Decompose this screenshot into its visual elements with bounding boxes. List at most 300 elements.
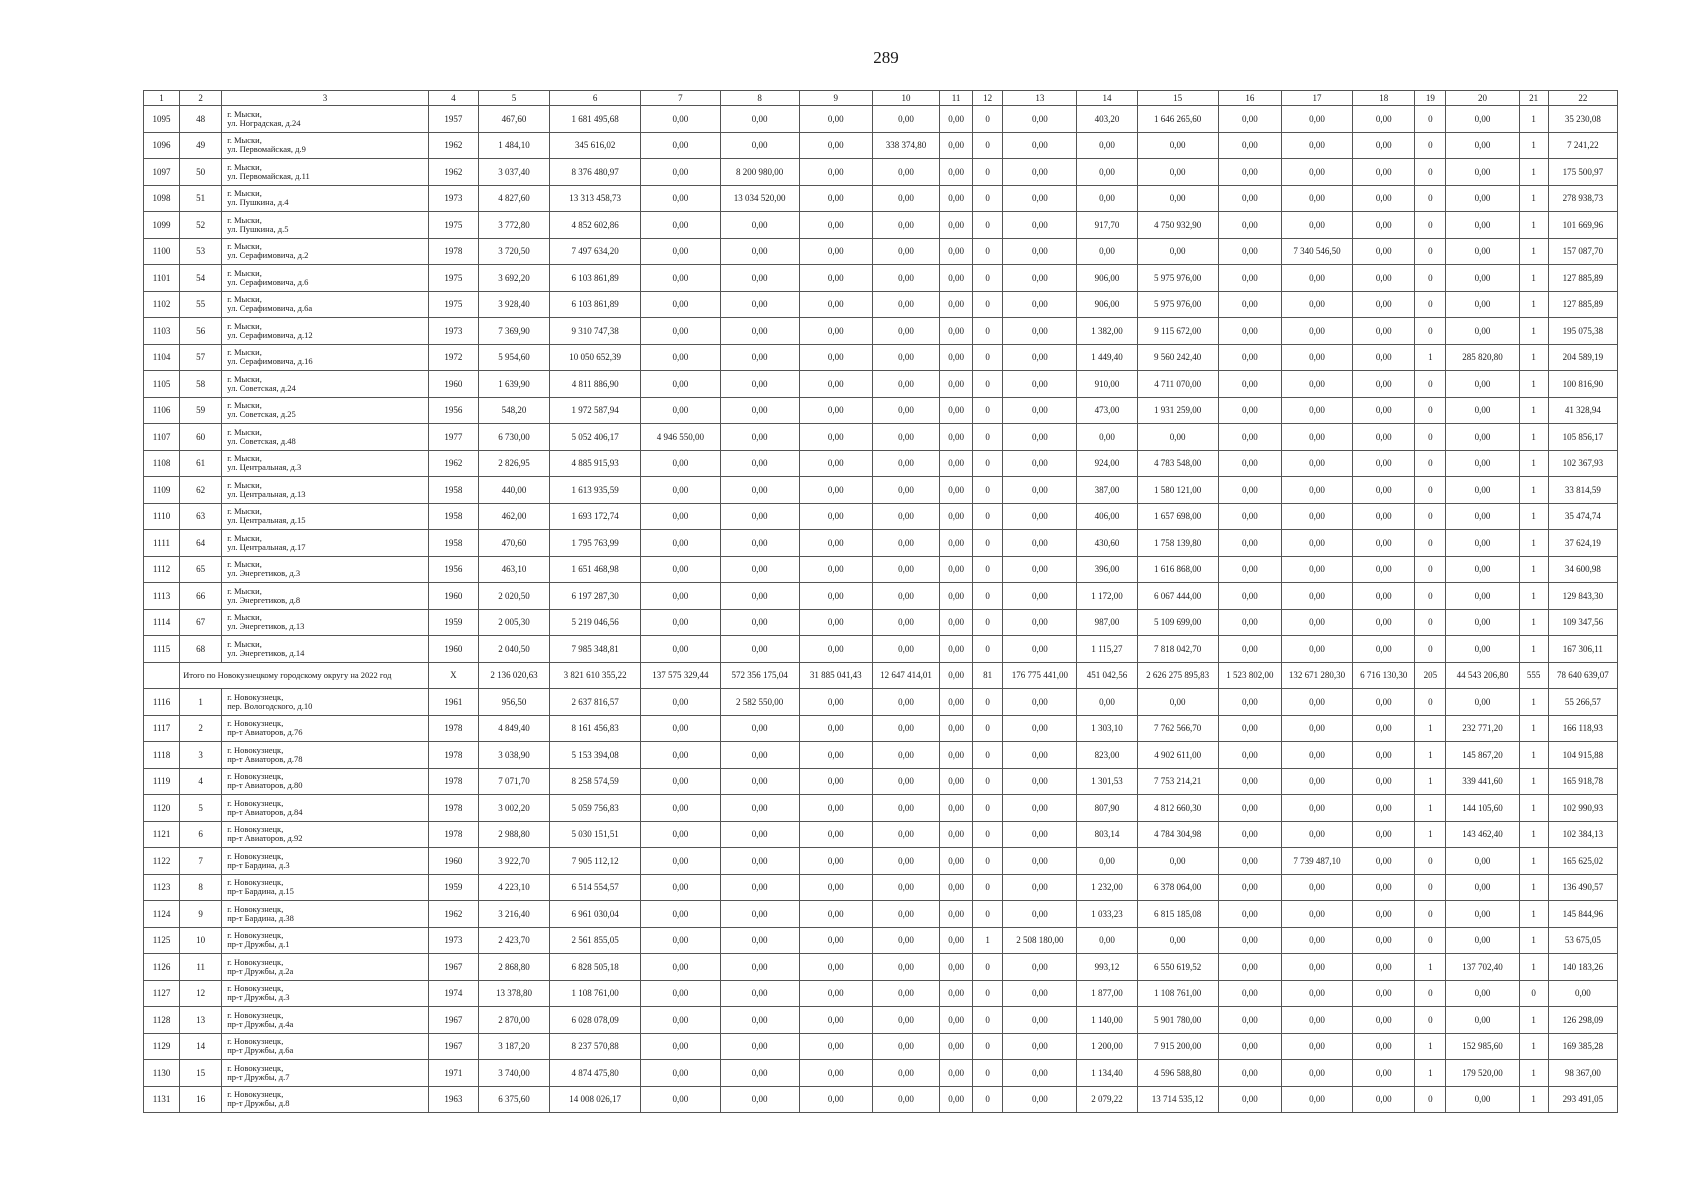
cell-c8: 0,00 xyxy=(720,477,799,504)
total-row xyxy=(144,662,1618,689)
cell-c16: 0,00 xyxy=(1218,106,1281,133)
cell-c6: 4 852 602,86 xyxy=(550,212,641,239)
cell-c17: 0,00 xyxy=(1281,1033,1352,1060)
address-cell xyxy=(222,344,429,371)
row-number: 1112 xyxy=(144,556,180,583)
cell-c17: 0,00 xyxy=(1281,715,1352,742)
address-city: г. Мыски, xyxy=(227,188,262,199)
cell-c13: 0,00 xyxy=(1003,583,1077,610)
cell-c19: 0 xyxy=(1415,848,1446,875)
cell-c9: 0,00 xyxy=(799,927,872,954)
total-c16: 1 523 802,00 xyxy=(1218,662,1281,689)
cell-c8: 0,00 xyxy=(720,821,799,848)
cell-c10: 0,00 xyxy=(872,318,939,345)
cell-c12: 0 xyxy=(973,1086,1003,1113)
cell-c14: 1 200,00 xyxy=(1077,1033,1137,1060)
cell-c11: 0,00 xyxy=(940,556,973,583)
cell-y: 1963 xyxy=(428,1086,478,1113)
cell-c17: 0,00 xyxy=(1281,742,1352,769)
cell-c13: 0,00 xyxy=(1003,106,1077,133)
cell-c19: 0 xyxy=(1415,371,1446,398)
cell-c20: 0,00 xyxy=(1446,450,1519,477)
cell-c18: 0,00 xyxy=(1353,768,1415,795)
cell-c13: 0,00 xyxy=(1003,848,1077,875)
cell-c14: 0,00 xyxy=(1077,159,1137,186)
row-number: 1124 xyxy=(144,901,180,928)
cell-c16: 0,00 xyxy=(1218,848,1281,875)
address-street: пр-т Бардина, д.38 xyxy=(227,912,294,923)
cell-c10: 0,00 xyxy=(872,821,939,848)
row-number: 1129 xyxy=(144,1033,180,1060)
column-number: 9 xyxy=(799,91,872,106)
address-cell xyxy=(222,371,429,398)
cell-c16: 0,00 xyxy=(1218,318,1281,345)
local-number: 13 xyxy=(180,1007,222,1034)
cell-c20: 0,00 xyxy=(1446,106,1519,133)
cell-c16: 0,00 xyxy=(1218,238,1281,265)
cell-c7: 0,00 xyxy=(641,530,720,557)
cell-y: 1973 xyxy=(428,927,478,954)
row-number: 1122 xyxy=(144,848,180,875)
cell-c14: 387,00 xyxy=(1077,477,1137,504)
cell-c16: 0,00 xyxy=(1218,927,1281,954)
cell-c18: 0,00 xyxy=(1353,159,1415,186)
total-c15: 2 626 275 895,83 xyxy=(1137,662,1218,689)
cell-c13: 0,00 xyxy=(1003,344,1077,371)
cell-c18: 0,00 xyxy=(1353,1060,1415,1087)
cell-c21: 1 xyxy=(1519,318,1548,345)
cell-c9: 0,00 xyxy=(799,132,872,159)
address-cell xyxy=(222,1086,429,1113)
address-street: пр-т Авиаторов, д.80 xyxy=(227,780,303,791)
cell-c7: 0,00 xyxy=(641,477,720,504)
cell-c7: 0,00 xyxy=(641,927,720,954)
cell-c18: 0,00 xyxy=(1353,742,1415,769)
address-cell xyxy=(222,397,429,424)
column-number: 22 xyxy=(1548,91,1617,106)
cell-c12: 0 xyxy=(973,238,1003,265)
address-cell xyxy=(222,636,429,663)
cell-c7: 0,00 xyxy=(641,291,720,318)
cell-c6: 6 514 554,57 xyxy=(550,874,641,901)
cell-c14: 906,00 xyxy=(1077,291,1137,318)
table-row xyxy=(144,318,1618,345)
cell-c11: 0,00 xyxy=(940,1033,973,1060)
cell-c7: 0,00 xyxy=(641,265,720,292)
address-street: ул. Серафимовича, д.2 xyxy=(227,250,309,261)
cell-c5: 548,20 xyxy=(478,397,549,424)
cell-c19: 1 xyxy=(1415,1033,1446,1060)
cell-c13: 0,00 xyxy=(1003,477,1077,504)
cell-c10: 0,00 xyxy=(872,980,939,1007)
local-number: 11 xyxy=(180,954,222,981)
cell-c11: 0,00 xyxy=(940,874,973,901)
cell-c21: 1 xyxy=(1519,1060,1548,1087)
address-cell xyxy=(222,848,429,875)
cell-c11: 0,00 xyxy=(940,1060,973,1087)
local-number: 52 xyxy=(180,212,222,239)
local-number: 10 xyxy=(180,927,222,954)
cell-c5: 956,50 xyxy=(478,689,549,716)
cell-c22: 165 918,78 xyxy=(1548,768,1617,795)
cell-c9: 0,00 xyxy=(799,848,872,875)
cell-y: 1959 xyxy=(428,874,478,901)
cell-y: 1958 xyxy=(428,503,478,530)
address-city: г. Новокузнецк, xyxy=(227,1062,284,1073)
address-city: г. Мыски, xyxy=(227,373,262,384)
cell-c10: 0,00 xyxy=(872,106,939,133)
row-number: 1104 xyxy=(144,344,180,371)
cell-c5: 2 040,50 xyxy=(478,636,549,663)
cell-c13: 0,00 xyxy=(1003,1007,1077,1034)
cell-c21: 1 xyxy=(1519,450,1548,477)
cell-c6: 6 197 287,30 xyxy=(550,583,641,610)
address-city: г. Мыски, xyxy=(227,108,262,119)
total-c20: 44 543 206,80 xyxy=(1446,662,1519,689)
cell-c9: 0,00 xyxy=(799,318,872,345)
cell-c14: 1 301,53 xyxy=(1077,768,1137,795)
cell-c8: 0,00 xyxy=(720,238,799,265)
cell-c11: 0,00 xyxy=(940,265,973,292)
cell-y: 1978 xyxy=(428,821,478,848)
cell-c8: 0,00 xyxy=(720,132,799,159)
cell-c13: 0,00 xyxy=(1003,159,1077,186)
address-street: пр-т Дружбы, д.8 xyxy=(227,1098,290,1109)
cell-c14: 0,00 xyxy=(1077,132,1137,159)
cell-c7: 0,00 xyxy=(641,742,720,769)
cell-c22: 104 915,88 xyxy=(1548,742,1617,769)
cell-c8: 0,00 xyxy=(720,397,799,424)
row-number: 1095 xyxy=(144,106,180,133)
cell-c20: 0,00 xyxy=(1446,318,1519,345)
cell-c14: 1 140,00 xyxy=(1077,1007,1137,1034)
cell-c8: 0,00 xyxy=(720,556,799,583)
cell-c21: 1 xyxy=(1519,371,1548,398)
cell-c22: 101 669,96 xyxy=(1548,212,1617,239)
cell-y: 1962 xyxy=(428,132,478,159)
row-number: 1125 xyxy=(144,927,180,954)
cell-c20: 144 105,60 xyxy=(1446,795,1519,822)
cell-c22: 140 183,26 xyxy=(1548,954,1617,981)
cell-c15: 6 378 064,00 xyxy=(1137,874,1218,901)
cell-c17: 0,00 xyxy=(1281,874,1352,901)
address-city: г. Мыски, xyxy=(227,638,262,649)
cell-c13: 0,00 xyxy=(1003,901,1077,928)
local-number: 50 xyxy=(180,159,222,186)
cell-c5: 3 692,20 xyxy=(478,265,549,292)
table-row xyxy=(144,609,1618,636)
cell-c12: 0 xyxy=(973,583,1003,610)
cell-y: 1978 xyxy=(428,742,478,769)
cell-c10: 0,00 xyxy=(872,715,939,742)
cell-c15: 1 657 698,00 xyxy=(1137,503,1218,530)
cell-c5: 3 720,50 xyxy=(478,238,549,265)
cell-c7: 0,00 xyxy=(641,768,720,795)
cell-c18: 0,00 xyxy=(1353,821,1415,848)
cell-y: 1956 xyxy=(428,397,478,424)
cell-c20: 0,00 xyxy=(1446,424,1519,451)
cell-c8: 0,00 xyxy=(720,901,799,928)
cell-c11: 0,00 xyxy=(940,371,973,398)
cell-c11: 0,00 xyxy=(940,106,973,133)
cell-c9: 0,00 xyxy=(799,689,872,716)
address-cell xyxy=(222,132,429,159)
cell-c11: 0,00 xyxy=(940,238,973,265)
cell-c18: 0,00 xyxy=(1353,715,1415,742)
cell-c12: 0 xyxy=(973,980,1003,1007)
cell-c20: 0,00 xyxy=(1446,901,1519,928)
row-number: 1110 xyxy=(144,503,180,530)
cell-c8: 0,00 xyxy=(720,1060,799,1087)
cell-c15: 5 109 699,00 xyxy=(1137,609,1218,636)
address-cell xyxy=(222,901,429,928)
cell-c12: 0 xyxy=(973,689,1003,716)
table-row xyxy=(144,1086,1618,1113)
cell-c5: 462,00 xyxy=(478,503,549,530)
cell-c6: 7 905 112,12 xyxy=(550,848,641,875)
cell-c7: 0,00 xyxy=(641,609,720,636)
cell-c12: 0 xyxy=(973,397,1003,424)
table-row xyxy=(144,371,1618,398)
cell-c5: 3 037,40 xyxy=(478,159,549,186)
cell-c19: 0 xyxy=(1415,397,1446,424)
cell-c10: 0,00 xyxy=(872,742,939,769)
cell-c12: 0 xyxy=(973,715,1003,742)
cell-c13: 0,00 xyxy=(1003,795,1077,822)
cell-c16: 0,00 xyxy=(1218,159,1281,186)
address-cell xyxy=(222,424,429,451)
cell-c14: 0,00 xyxy=(1077,848,1137,875)
cell-c10: 0,00 xyxy=(872,848,939,875)
cell-c7: 0,00 xyxy=(641,1033,720,1060)
cell-c18: 0,00 xyxy=(1353,238,1415,265)
cell-c18: 0,00 xyxy=(1353,636,1415,663)
cell-c21: 1 xyxy=(1519,954,1548,981)
cell-c5: 13 378,80 xyxy=(478,980,549,1007)
cell-c21: 1 xyxy=(1519,1086,1548,1113)
cell-c17: 0,00 xyxy=(1281,344,1352,371)
cell-c11: 0,00 xyxy=(940,424,973,451)
row-number: 1127 xyxy=(144,980,180,1007)
cell-c13: 0,00 xyxy=(1003,1086,1077,1113)
cell-c16: 0,00 xyxy=(1218,265,1281,292)
table-row xyxy=(144,159,1618,186)
cell-c11: 0,00 xyxy=(940,212,973,239)
column-number: 2 xyxy=(180,91,222,106)
row-number: 1130 xyxy=(144,1060,180,1087)
cell-c19: 0 xyxy=(1415,689,1446,716)
cell-y: 1956 xyxy=(428,556,478,583)
cell-c22: 195 075,38 xyxy=(1548,318,1617,345)
cell-c16: 0,00 xyxy=(1218,556,1281,583)
cell-c20: 0,00 xyxy=(1446,927,1519,954)
cell-c11: 0,00 xyxy=(940,503,973,530)
cell-c8: 0,00 xyxy=(720,848,799,875)
cell-c18: 0,00 xyxy=(1353,397,1415,424)
cell-c18: 0,00 xyxy=(1353,609,1415,636)
cell-c8: 0,00 xyxy=(720,371,799,398)
cell-c5: 440,00 xyxy=(478,477,549,504)
cell-c7: 0,00 xyxy=(641,848,720,875)
cell-c18: 0,00 xyxy=(1353,795,1415,822)
cell-c22: 102 384,13 xyxy=(1548,821,1617,848)
cell-c16: 0,00 xyxy=(1218,291,1281,318)
cell-c20: 0,00 xyxy=(1446,609,1519,636)
address-city: г. Мыски, xyxy=(227,294,262,305)
cell-c15: 0,00 xyxy=(1137,159,1218,186)
cell-c20: 0,00 xyxy=(1446,212,1519,239)
cell-c10: 0,00 xyxy=(872,795,939,822)
cell-c16: 0,00 xyxy=(1218,583,1281,610)
cell-c11: 0,00 xyxy=(940,795,973,822)
cell-y: 1978 xyxy=(428,238,478,265)
address-street: пр-т Авиаторов, д.84 xyxy=(227,806,303,817)
cell-c17: 0,00 xyxy=(1281,265,1352,292)
cell-c8: 0,00 xyxy=(720,318,799,345)
cell-c13: 0,00 xyxy=(1003,980,1077,1007)
address-cell xyxy=(222,980,429,1007)
cell-c17: 0,00 xyxy=(1281,371,1352,398)
local-number: 63 xyxy=(180,503,222,530)
column-number: 16 xyxy=(1218,91,1281,106)
cell-c6: 1 693 172,74 xyxy=(550,503,641,530)
cell-c17: 0,00 xyxy=(1281,583,1352,610)
cell-c13: 0,00 xyxy=(1003,874,1077,901)
cell-c19: 1 xyxy=(1415,742,1446,769)
cell-c11: 0,00 xyxy=(940,450,973,477)
cell-y: 1973 xyxy=(428,185,478,212)
cell-c22: 136 490,57 xyxy=(1548,874,1617,901)
cell-c8: 8 200 980,00 xyxy=(720,159,799,186)
address-street: ул. Энергетиков, д.8 xyxy=(227,594,301,605)
cell-c18: 0,00 xyxy=(1353,371,1415,398)
cell-c11: 0,00 xyxy=(940,1007,973,1034)
cell-c15: 1 616 868,00 xyxy=(1137,556,1218,583)
cell-c22: 167 306,11 xyxy=(1548,636,1617,663)
cell-c6: 8 161 456,83 xyxy=(550,715,641,742)
cell-c19: 0 xyxy=(1415,503,1446,530)
cell-c21: 1 xyxy=(1519,1033,1548,1060)
cell-y: 1977 xyxy=(428,424,478,451)
cell-c14: 924,00 xyxy=(1077,450,1137,477)
cell-c5: 4 827,60 xyxy=(478,185,549,212)
cell-c6: 8 258 574,59 xyxy=(550,768,641,795)
cell-c5: 3 216,40 xyxy=(478,901,549,928)
total-c13: 176 775 441,00 xyxy=(1003,662,1077,689)
row-number: 1096 xyxy=(144,132,180,159)
cell-c6: 5 219 046,56 xyxy=(550,609,641,636)
table-row xyxy=(144,874,1618,901)
cell-y: 1972 xyxy=(428,344,478,371)
address-cell xyxy=(222,768,429,795)
cell-c7: 0,00 xyxy=(641,344,720,371)
cell-c10: 0,00 xyxy=(872,609,939,636)
local-number: 55 xyxy=(180,291,222,318)
address-cell xyxy=(222,212,429,239)
total-c9: 31 885 041,43 xyxy=(799,662,872,689)
cell-c7: 0,00 xyxy=(641,106,720,133)
cell-c6: 14 008 026,17 xyxy=(550,1086,641,1113)
cell-c10: 0,00 xyxy=(872,901,939,928)
cell-c9: 0,00 xyxy=(799,530,872,557)
cell-c14: 2 079,22 xyxy=(1077,1086,1137,1113)
cell-c17: 0,00 xyxy=(1281,689,1352,716)
cell-c14: 430,60 xyxy=(1077,530,1137,557)
cell-c10: 0,00 xyxy=(872,477,939,504)
address-street: ул. Первомайская, д.11 xyxy=(227,170,310,181)
table-row xyxy=(144,397,1618,424)
cell-c21: 1 xyxy=(1519,768,1548,795)
cell-c15: 5 975 976,00 xyxy=(1137,291,1218,318)
address-city: г. Новокузнецк, xyxy=(227,824,284,835)
row-number: 1113 xyxy=(144,583,180,610)
cell-c22: 34 600,98 xyxy=(1548,556,1617,583)
cell-c20: 285 820,80 xyxy=(1446,344,1519,371)
address-street: ул. Серафимовича, д.16 xyxy=(227,356,313,367)
address-city: г. Мыски, xyxy=(227,135,262,146)
cell-y: 1978 xyxy=(428,715,478,742)
cell-c15: 1 758 139,80 xyxy=(1137,530,1218,557)
cell-c5: 4 849,40 xyxy=(478,715,549,742)
cell-c10: 0,00 xyxy=(872,874,939,901)
cell-c14: 1 033,23 xyxy=(1077,901,1137,928)
cell-c9: 0,00 xyxy=(799,106,872,133)
address-city: г. Новокузнецк, xyxy=(227,903,284,914)
cell-c22: 105 856,17 xyxy=(1548,424,1617,451)
cell-c5: 1 484,10 xyxy=(478,132,549,159)
cell-c20: 0,00 xyxy=(1446,1007,1519,1034)
cell-c22: 169 385,28 xyxy=(1548,1033,1617,1060)
cell-c15: 4 711 070,00 xyxy=(1137,371,1218,398)
local-number: 65 xyxy=(180,556,222,583)
cell-c6: 1 795 763,99 xyxy=(550,530,641,557)
cell-c16: 0,00 xyxy=(1218,530,1281,557)
cell-c22: 127 885,89 xyxy=(1548,265,1617,292)
table-row xyxy=(144,556,1618,583)
data-table xyxy=(143,90,1618,1113)
address-street: пр-т Дружбы, д.6а xyxy=(227,1045,294,1056)
local-number: 64 xyxy=(180,530,222,557)
cell-c22: 145 844,96 xyxy=(1548,901,1617,928)
cell-c19: 0 xyxy=(1415,424,1446,451)
cell-c14: 906,00 xyxy=(1077,265,1137,292)
local-number: 66 xyxy=(180,583,222,610)
cell-c6: 1 108 761,00 xyxy=(550,980,641,1007)
cell-c11: 0,00 xyxy=(940,901,973,928)
cell-c6: 4 885 915,93 xyxy=(550,450,641,477)
address-cell xyxy=(222,477,429,504)
cell-c19: 0 xyxy=(1415,212,1446,239)
local-number: 16 xyxy=(180,1086,222,1113)
cell-c8: 0,00 xyxy=(720,1033,799,1060)
cell-c21: 1 xyxy=(1519,344,1548,371)
table-row xyxy=(144,344,1618,371)
cell-c19: 0 xyxy=(1415,477,1446,504)
cell-c5: 470,60 xyxy=(478,530,549,557)
row-number: 1118 xyxy=(144,742,180,769)
cell-c22: 165 625,02 xyxy=(1548,848,1617,875)
cell-c13: 0,00 xyxy=(1003,768,1077,795)
cell-c15: 1 580 121,00 xyxy=(1137,477,1218,504)
local-number: 60 xyxy=(180,424,222,451)
cell-c21: 1 xyxy=(1519,556,1548,583)
table-row xyxy=(144,583,1618,610)
cell-c18: 0,00 xyxy=(1353,954,1415,981)
cell-c19: 0 xyxy=(1415,1007,1446,1034)
cell-c19: 0 xyxy=(1415,556,1446,583)
cell-c21: 1 xyxy=(1519,715,1548,742)
row-number: 1128 xyxy=(144,1007,180,1034)
